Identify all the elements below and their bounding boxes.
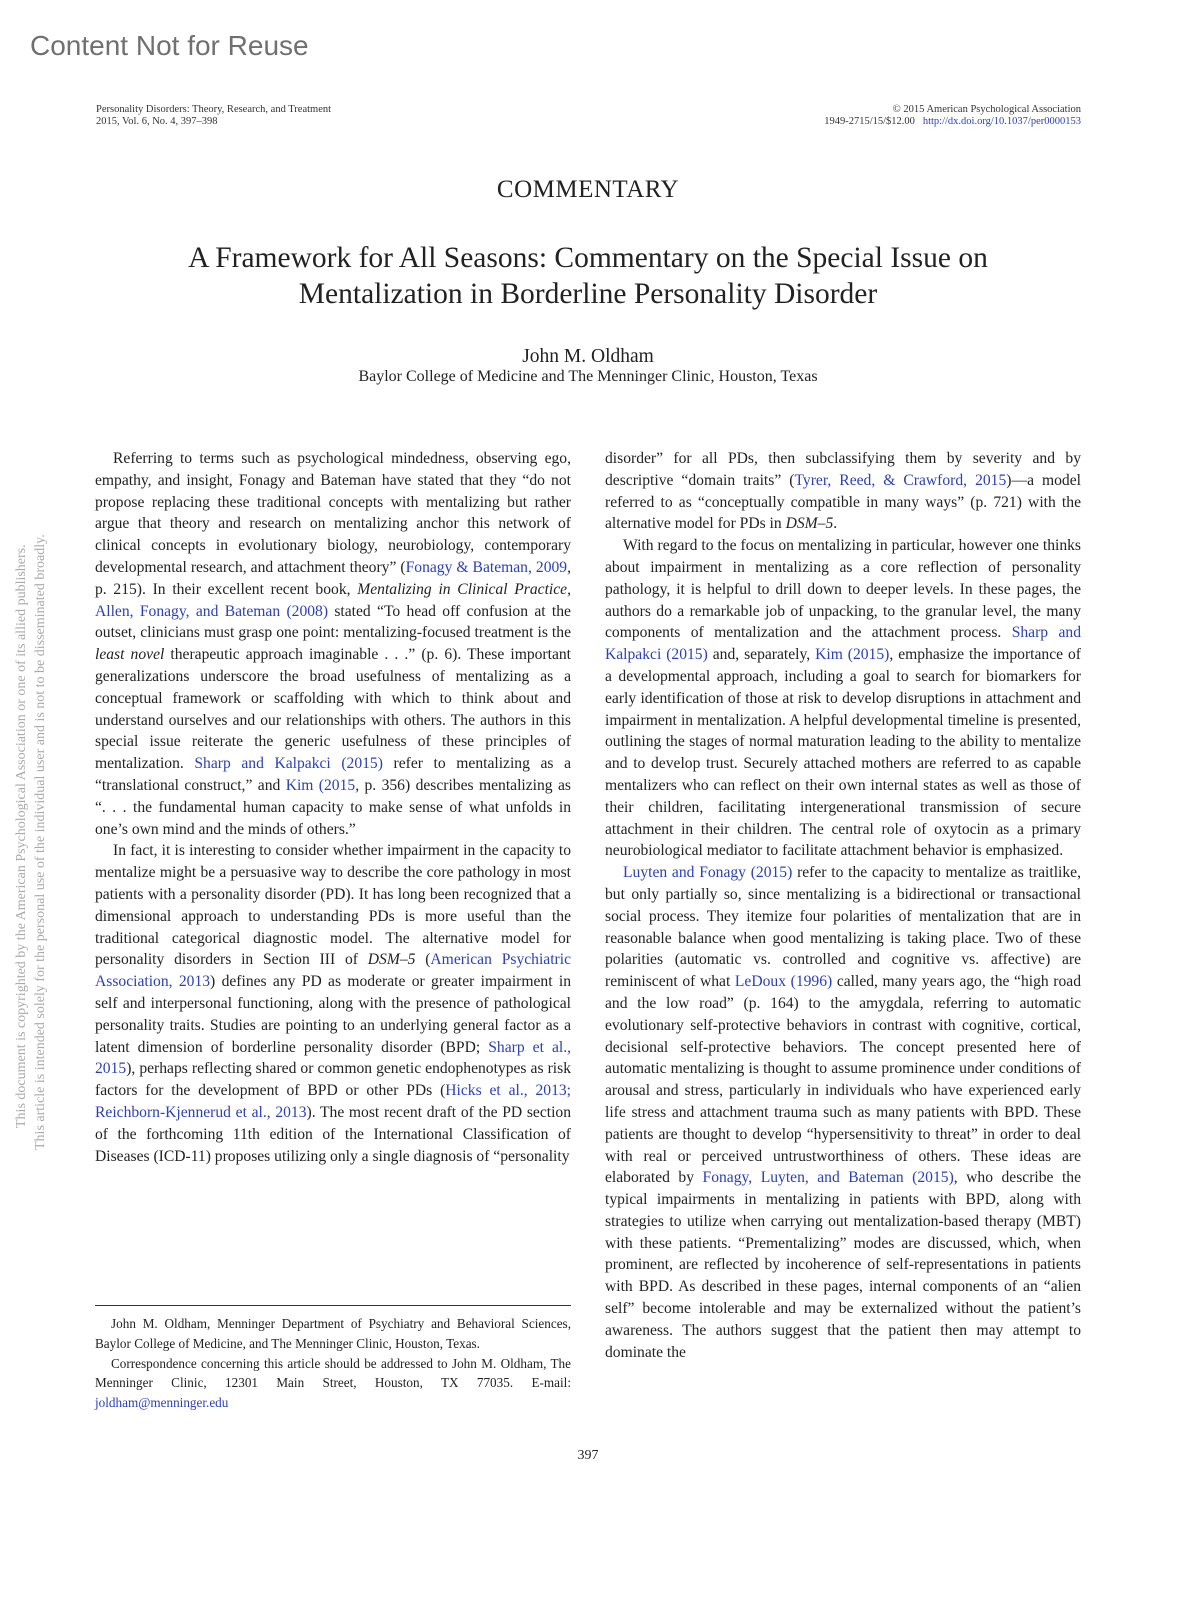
text-run: )—a model referred to as “conceptually compatible in many ways” (p. 721) with the alternative model for PDs in (605, 471, 1081, 533)
title-line-2: Mentalization in Borderline Personality Disorder (298, 278, 878, 310)
left-column (95, 448, 571, 1167)
italic-text: DSM–5 (785, 515, 834, 533)
footnote (95, 1354, 571, 1413)
copyright-notice-line-2: This article is intended solely for the personal use of the individual user and is not to be disseminated broadly. (33, 534, 48, 1150)
author-affiliation: Baylor College of Medicine and The Menninger Clinic, Houston, Texas (358, 368, 818, 385)
body-paragraph (605, 448, 1081, 535)
citation-link[interactable]: Fonagy, Luyten, and Bateman (2015) (702, 1169, 954, 1187)
text-run: ) defines any PD as moderate or greater impairment in self and interpersonal functioning, along with the presence of pathological personality traits. Studies are pointing to an underlying general factor as a latent dimension of borderline personality disorder (BPD; (95, 973, 571, 1056)
text-run: called, many years ago, the “high road and the low road” (p. 164) to the amygdala, referring to automatic evolutionary self-protective behaviors in contrast with cognitive, cortical, decisional self-protective behaviors. The concept presented here of automatic mentalizing is thought to assume prominence under conditions of arousal and stress, particularly in individuals who have experienced early life stress and attachment trauma such as many patients with BPD. These patients are thought to develop “hypersensitivity to threat” in order to deal with real or perceived untrustworthiness of others. These ideas are elaborated by (605, 973, 1081, 1187)
section-heading: COMMENTARY (496, 176, 680, 203)
publisher-info (824, 104, 1081, 128)
copyright-notice-line-1: This document is copyrighted by the American Psychological Association or one of its allied publishers. (14, 544, 29, 1128)
body-paragraph (95, 448, 571, 840)
citation-link[interactable]: Luyten and Fonagy (2015) (623, 864, 793, 882)
text-run: , p. 215). In their excellent recent book, (95, 558, 571, 598)
journal-volume: 2015, Vol. 6, No. 4, 397–398 (96, 116, 218, 127)
title-line-1: A Framework for All Seasons: Commentary on the Special Issue on (188, 242, 988, 274)
text-run: , emphasize the importance of a developmental approach, including a goal to search for biomarkers for early identification of those at risk to develop disruptions in attachment and impairment in mentalization. A helpful developmental timeline is presented, outlining the stages of normal maturation leading to the ability to mentalize and to develop trust. Securely attached mothers are referred to as capable mentalizers who can reflect on their own internal states as well as those of their children, facilitating intergenerational transmission of secure attachment in their children. The central role of oxytocin as a primary neurobiological mediator to facilitate attachment behavior is emphasized. (605, 646, 1081, 860)
text-run: stated “To head off confusion at the outset, clinicians must grasp one point: mentalizing-focused treatment is the (95, 602, 571, 642)
body-paragraph (605, 535, 1081, 862)
body-paragraph (95, 840, 571, 1167)
citation-link[interactable]: LeDoux (1996) (734, 973, 833, 991)
text-run: refer to mentalizing as a “translational construct,” and (95, 755, 571, 794)
citation-link[interactable]: Sharp and Kalpakci (2015) (194, 755, 383, 773)
italic-text: least novel (95, 646, 165, 664)
text-run: and, separately, (707, 646, 816, 664)
footnote (95, 1314, 571, 1354)
text-run: With regard to the focus on mentalizing in particular, however one thinks about impairment in mentalizing as a core reflection of personality pathology, it is helpful to drill down to deeper levels. In these pages, the authors do a remarkable job of unpacking, to the granular level, the many components of mentalization and the attachment process. (605, 537, 1081, 642)
citation-link[interactable]: Tyrer, Reed, & Crawford, 2015 (794, 471, 1007, 489)
content-not-for-reuse-watermark: Content Not for Reuse (30, 30, 309, 61)
citation-link[interactable]: Kim (2015) (815, 646, 890, 664)
text-run: Correspondence concerning this article should be addressed to John M. Oldham, The Menninger Clinic, 12301 Main Street, Houston, TX 77035. E-mail: (95, 1355, 571, 1391)
body-paragraph (605, 862, 1081, 1363)
footnote-divider (95, 1305, 571, 1306)
text-run: ). The most recent draft of the PD section of the forthcoming 11th edition of the International Classification of Diseases (ICD-11) proposes utilizing only a single diagnosis of “personality (95, 1103, 572, 1165)
citation-link[interactable]: Sharp and Kalpakci (2015) (605, 624, 1082, 664)
text-run: , p. 356) describes mentalizing as “. . . the fundamental human capacity to make sense of what unfolds in one’s own mind and the minds of others.” (95, 776, 571, 838)
citation-link[interactable]: American Psychiatric Association, 2013 (95, 951, 571, 991)
text-run: refer to the capacity to mentalize as traitlike, but only partially so, since mentalizing is a bidirectional or transactional social process. They itemize four polarities of mentalization that are in reasonable balance when good mentalizing is taking place. Two of these polarities (automatic vs. controlled and cognitive vs. affective) are reminiscent of what (605, 864, 1082, 991)
italic-text: DSM–5 (367, 951, 416, 969)
citation-link[interactable]: Kim (2015 (285, 776, 356, 794)
author-name: John M. Oldham (522, 346, 654, 367)
italic-text: Mentalizing in Clinical Practice, (357, 580, 571, 598)
page-number: 397 (577, 1448, 599, 1463)
copyright: © 2015 American Psychological Association (892, 104, 1081, 115)
article-title (100, 240, 1076, 312)
right-column (605, 448, 1081, 1363)
issn-doi-line (824, 116, 1081, 128)
doi-link[interactable]: http://dx.doi.org/10.1037/per0000153 (922, 116, 1081, 127)
journal-citation (96, 104, 331, 128)
text-run: . (833, 515, 838, 533)
text-run: John M. Oldham, Menninger Department of Psychiatry and Behavioral Sciences, Baylor College of Medicine, and The Menninger Clinic, Houston, Texas. (95, 1316, 571, 1351)
text-run: In fact, it is interesting to consider whether impairment in the capacity to mentalize might be a persuasive way to describe the core pathology in most patients with a personality disorder (PD). It has long been recognized that a dimensional approach to understanding PDs is more useful than the traditional categorical diagnostic model. The alternative model for personality disorders in Section III of (95, 842, 571, 969)
journal-name: Personality Disorders: Theory, Research, and Treatment (96, 104, 332, 115)
citation-link[interactable]: Fonagy & Bateman, 2009 (405, 558, 568, 576)
text-run: ), perhaps reflecting shared or common genetic endophenotypes as risk factors for the development of BPD or other PDs ( (95, 1060, 571, 1100)
footnotes (95, 1314, 571, 1413)
citation-link[interactable]: Hicks et al., 2013; Reichborn-Kjennerud et al., 2013 (95, 1082, 571, 1121)
citation-link[interactable]: Allen, Fonagy, and Bateman (2008) (95, 602, 329, 620)
text-run: Referring to terms such as psychological mindedness, observing ego, empathy, and insight, Fonagy and Bateman have stated that they “do not propose replacing these traditional concepts with mentalizing but rather argue that theory and research on mentalizing anchor this network of clinical concepts in evolutionary biology, neurobiology, contemporary developmental research, and attachment theory” ( (95, 450, 571, 576)
text-run: ( (415, 951, 431, 969)
issn: 1949-2715/15/$12.00 (824, 116, 915, 127)
text-run: disorder” for all PDs, then subclassifying them by severity and by descriptive “domain traits” ( (605, 450, 1081, 489)
citation-link[interactable]: joldham@menninger.edu (95, 1395, 229, 1411)
citation-link[interactable]: Sharp et al., 2015 (95, 1038, 572, 1078)
text-run: , who describe the typical impairments in mentalizing in patients with BPD, along with strategies to utilize when carrying out mentalization-based therapy (MBT) with these patients. “Prementalizing” modes are discussed, which, when prominent, are reflected by incoherence of self-representations in patients with BPD. As described in these pages, internal components of an “alien self” become intolerable and may be externalized without the patient’s awareness. The authors suggest that the patient then may attempt to dominate the (605, 1169, 1082, 1361)
text-run: therapeutic approach imaginable . . .” (p. 6). These important generalizations underscore the broad usefulness of mentalizing as a conceptual framework or scaffolding with which to think about and understand ourselves and our relationships with others. The authors in this special issue reiterate the generic usefulness of these principles of mentalization. (95, 646, 571, 773)
